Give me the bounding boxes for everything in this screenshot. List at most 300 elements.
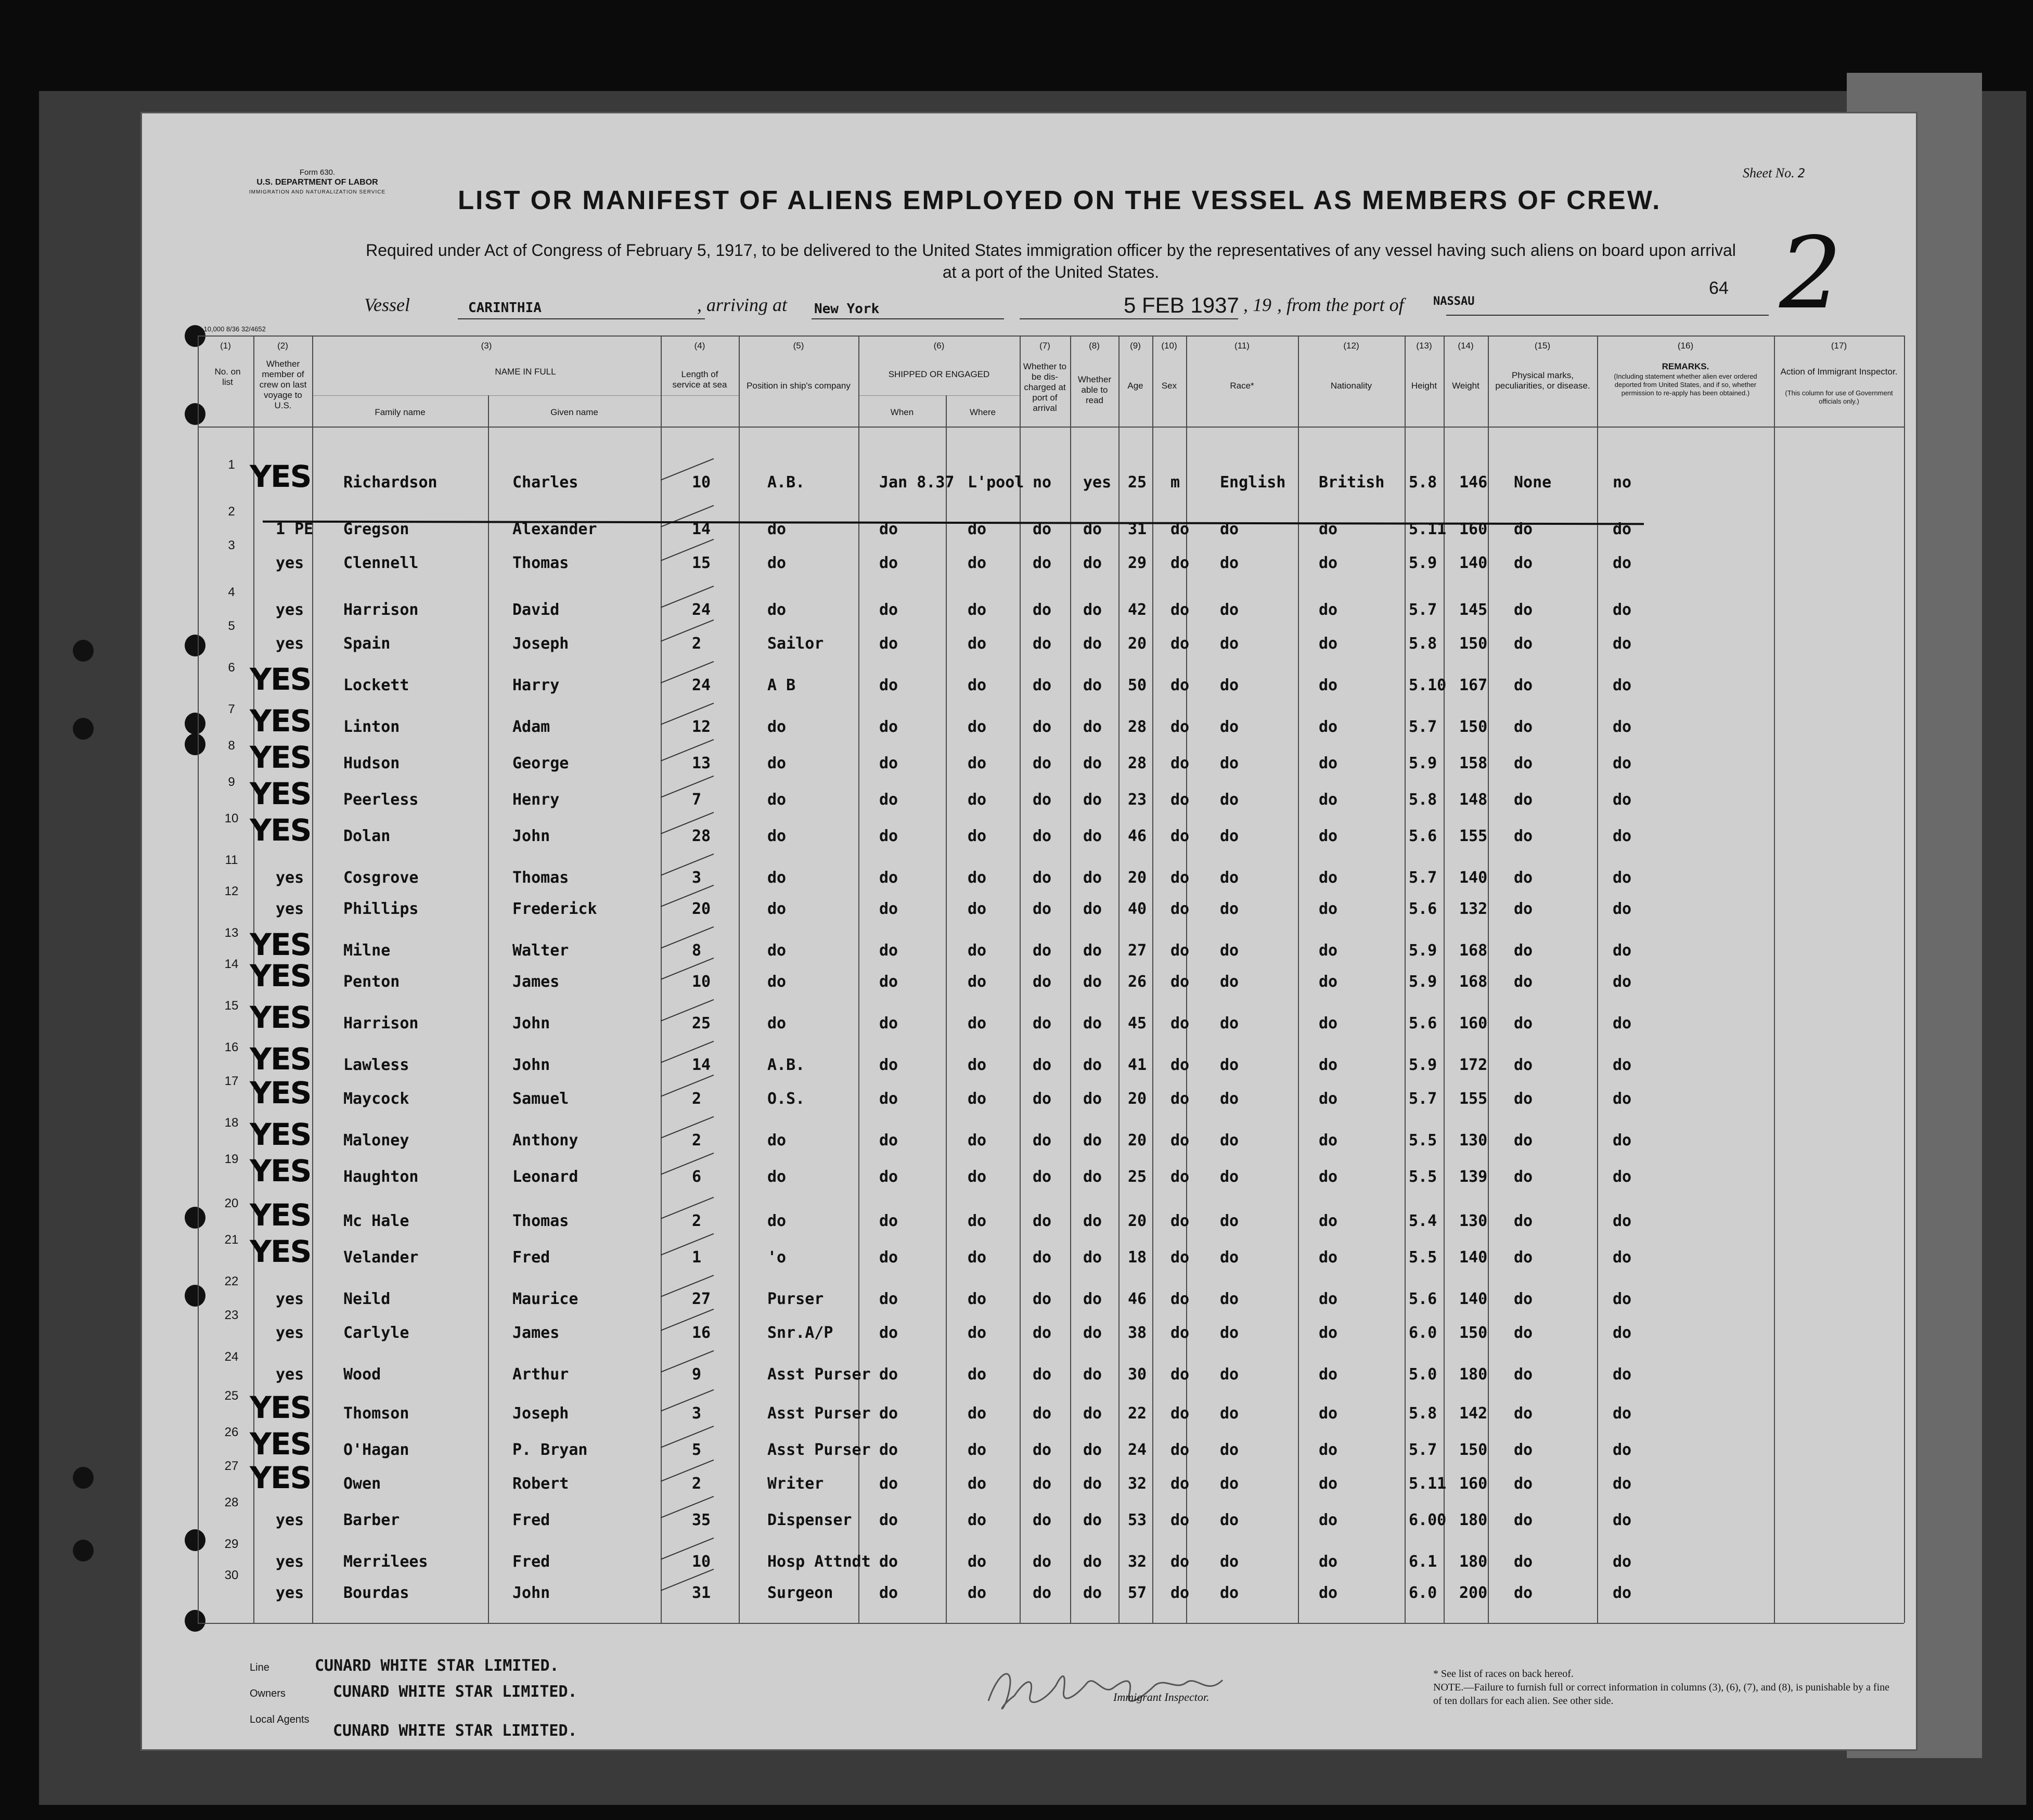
height-cell: 5.9: [1409, 554, 1437, 572]
physical-cell: do: [1514, 1212, 1533, 1230]
weight-cell: 180: [1459, 1553, 1488, 1571]
nationality-cell: do: [1319, 1324, 1338, 1342]
position-cell: do: [767, 754, 787, 772]
row-number: 24: [224, 1350, 239, 1364]
weight-cell: 200: [1459, 1584, 1488, 1602]
remarks-cell: do: [1613, 869, 1632, 887]
height-cell: 5.10: [1409, 676, 1447, 694]
position-cell: Hosp Attndt: [767, 1553, 871, 1571]
header-member-last-voyage: Whether member of crew on last voyage to U.S.: [259, 359, 307, 410]
sex-cell: do: [1170, 754, 1190, 772]
member-last-voyage-cell: YES: [250, 812, 311, 848]
weight-cell: 142: [1459, 1404, 1488, 1423]
shipped-subheader-rule: [858, 395, 1020, 396]
physical-cell: do: [1514, 1290, 1533, 1308]
col-number: (4): [694, 341, 705, 351]
family-cell: Harrison: [343, 1014, 419, 1032]
member-last-voyage-cell: YES: [250, 1000, 311, 1035]
where-cell: do: [968, 754, 987, 772]
family-cell: Neild: [343, 1290, 391, 1308]
height-cell: 5.6: [1409, 900, 1437, 918]
age-cell: 18: [1128, 1248, 1147, 1267]
col-number: (10): [1161, 341, 1177, 351]
punch-hole: [185, 635, 205, 656]
position-cell: Sailor: [767, 635, 824, 653]
given-cell: John: [512, 1056, 550, 1074]
position-cell: do: [767, 1131, 787, 1150]
read-cell: do: [1083, 1511, 1102, 1529]
discharged-cell: do: [1033, 1404, 1052, 1423]
physical-cell: do: [1514, 1014, 1533, 1032]
given-cell: Thomas: [512, 554, 569, 572]
discharged-cell: do: [1033, 1553, 1052, 1571]
race-cell: do: [1220, 1168, 1239, 1186]
header-able-to-read: Whether able to read: [1077, 375, 1112, 405]
position-cell: A.B.: [767, 1056, 805, 1074]
discharged-cell: do: [1033, 754, 1052, 772]
age-cell: 23: [1128, 791, 1147, 809]
discharged-cell: do: [1033, 1441, 1052, 1459]
weight-cell: 140: [1459, 1290, 1488, 1308]
nationality-cell: do: [1319, 973, 1338, 991]
race-cell: do: [1220, 1248, 1239, 1267]
position-cell: Asst Purser: [767, 1404, 871, 1423]
service-cell: 9: [692, 1365, 702, 1384]
weight-cell: 132: [1459, 900, 1488, 918]
row-number: 18: [224, 1116, 239, 1130]
family-cell: Clennell: [343, 554, 419, 572]
where-cell: do: [968, 1090, 987, 1108]
weight-cell: 130: [1459, 1131, 1488, 1150]
read-cell: do: [1083, 1168, 1102, 1186]
row-number: 13: [224, 926, 239, 940]
when-cell: do: [879, 635, 898, 653]
physical-cell: do: [1514, 601, 1533, 619]
race-cell: English: [1220, 473, 1286, 492]
owners-label: Owners: [250, 1688, 286, 1699]
given-cell: Robert: [512, 1475, 569, 1493]
position-cell: do: [767, 1168, 787, 1186]
age-cell: 26: [1128, 973, 1147, 991]
row-number: 9: [228, 775, 235, 789]
height-cell: 5.9: [1409, 973, 1437, 991]
when-cell: do: [879, 973, 898, 991]
position-cell: do: [767, 601, 787, 619]
sex-cell: do: [1170, 973, 1190, 991]
remarks-cell: do: [1613, 1324, 1632, 1342]
row-number: 11: [225, 853, 238, 867]
col-number: (6): [933, 341, 945, 351]
race-cell: do: [1220, 941, 1239, 960]
given-cell: James: [512, 973, 560, 991]
race-cell: do: [1220, 1553, 1239, 1571]
nationality-cell: do: [1319, 900, 1338, 918]
service-cell: 6: [692, 1168, 702, 1186]
header-age: Age: [1127, 381, 1143, 391]
when-cell: do: [879, 827, 898, 845]
punch-hole: [185, 1207, 205, 1229]
remarks-cell: do: [1613, 1404, 1632, 1423]
position-cell: do: [767, 1212, 787, 1230]
sex-cell: do: [1170, 900, 1190, 918]
when-cell: do: [879, 1584, 898, 1602]
weight-cell: 168: [1459, 973, 1488, 991]
age-cell: 41: [1128, 1056, 1147, 1074]
service-cell: 13: [692, 754, 711, 772]
nationality-cell: do: [1319, 1248, 1338, 1267]
physical-cell: do: [1514, 1511, 1533, 1529]
position-cell: do: [767, 827, 787, 845]
when-cell: do: [879, 1475, 898, 1493]
service-cell: 28: [692, 827, 711, 845]
service-cell: 3: [692, 1404, 702, 1423]
weight-cell: 150: [1459, 718, 1488, 736]
position-cell: Dispenser: [767, 1511, 852, 1529]
penalty-note: NOTE.—Failure to furnish full or correct information in columns (3), (6), (7), and (8), is punishable by a fine of ten dollars for each alien. See other side.: [1433, 1682, 1890, 1707]
weight-cell: 180: [1459, 1511, 1488, 1529]
discharged-cell: do: [1033, 1056, 1052, 1074]
discharged-cell: do: [1033, 554, 1052, 572]
when-cell: do: [879, 1290, 898, 1308]
weight-cell: 140: [1459, 554, 1488, 572]
row-number: 30: [224, 1568, 239, 1582]
service-cell: 24: [692, 676, 711, 694]
given-cell: Fred: [512, 1511, 550, 1529]
given-cell: Frederick: [512, 900, 597, 918]
age-cell: 32: [1128, 1475, 1147, 1493]
family-cell: Peerless: [343, 791, 419, 809]
member-last-voyage-cell: yes: [276, 1290, 304, 1308]
col-rule: [1298, 335, 1299, 1623]
height-cell: 5.7: [1409, 718, 1437, 736]
sex-cell: do: [1170, 941, 1190, 960]
header-name-in-full: NAME IN FULL: [495, 367, 556, 377]
family-cell: Phillips: [343, 900, 419, 918]
line-value: CUNARD WHITE STAR LIMITED.: [315, 1657, 559, 1675]
nationality-cell: do: [1319, 791, 1338, 809]
discharged-cell: do: [1033, 1168, 1052, 1186]
physical-cell: do: [1514, 1090, 1533, 1108]
service-cell: 8: [692, 941, 702, 960]
position-cell: Writer: [767, 1475, 824, 1493]
col-number: (15): [1534, 341, 1551, 351]
vessel-label: Vessel: [364, 294, 410, 315]
position-cell: A.B.: [767, 473, 805, 492]
nationality-cell: do: [1319, 754, 1338, 772]
where-cell: do: [968, 676, 987, 694]
remarks-cell: do: [1613, 1131, 1632, 1150]
remarks-cell: do: [1613, 941, 1632, 960]
punch-hole: [185, 733, 205, 755]
race-cell: do: [1220, 1511, 1239, 1529]
when-cell: do: [879, 1131, 898, 1150]
member-last-voyage-cell: yes: [276, 1511, 304, 1529]
sex-cell: do: [1170, 1511, 1190, 1529]
row-number: 10: [224, 811, 239, 825]
family-cell: Milne: [343, 941, 391, 960]
page-title: LIST OR MANIFEST OF ALIENS EMPLOYED ON THE VESSEL AS MEMBERS OF CREW.: [458, 185, 1662, 215]
given-cell: Alexander: [512, 520, 597, 538]
row-number: 17: [224, 1074, 239, 1088]
name-subheader-rule: [312, 395, 739, 396]
nationality-cell: do: [1319, 718, 1338, 736]
given-cell: George: [512, 754, 569, 772]
weight-cell: 130: [1459, 1212, 1488, 1230]
age-cell: 20: [1128, 1212, 1147, 1230]
given-cell: Joseph: [512, 635, 569, 653]
physical-cell: do: [1514, 1441, 1533, 1459]
row-number: 5: [228, 619, 235, 633]
where-cell: do: [968, 520, 987, 538]
family-cell: Bourdas: [343, 1584, 409, 1602]
sex-cell: do: [1170, 1441, 1190, 1459]
given-cell: Joseph: [512, 1404, 569, 1423]
read-cell: do: [1083, 869, 1102, 887]
punch-hole: [73, 1467, 94, 1489]
weight-cell: 150: [1459, 1441, 1488, 1459]
race-cell: do: [1220, 900, 1239, 918]
physical-cell: do: [1514, 973, 1533, 991]
read-cell: do: [1083, 676, 1102, 694]
position-cell: 'o: [767, 1248, 787, 1267]
physical-cell: do: [1514, 791, 1533, 809]
family-cell: Richardson: [343, 473, 438, 492]
service-cell: 14: [692, 520, 711, 538]
col-rule: [1405, 335, 1406, 1623]
remarks-cell: do: [1613, 635, 1632, 653]
race-cell: do: [1220, 520, 1239, 538]
discharged-cell: do: [1033, 941, 1052, 960]
family-cell: Barber: [343, 1511, 400, 1529]
age-cell: 50: [1128, 676, 1147, 694]
where-cell: do: [968, 1056, 987, 1074]
header-shipped: SHIPPED OR ENGAGED: [888, 369, 990, 379]
header-action: Action of Immigrant Inspector.: [1780, 367, 1898, 377]
read-cell: do: [1083, 1475, 1102, 1493]
family-cell: Dolan: [343, 827, 391, 845]
sheet-number-label: Sheet No.: [1743, 165, 1795, 180]
read-cell: do: [1083, 1248, 1102, 1267]
where-cell: do: [968, 1014, 987, 1032]
where-cell: do: [968, 1168, 987, 1186]
family-cell: O'Hagan: [343, 1441, 409, 1459]
read-cell: do: [1083, 1324, 1102, 1342]
sex-cell: do: [1170, 1014, 1190, 1032]
race-cell: do: [1220, 1365, 1239, 1384]
age-cell: 20: [1128, 1131, 1147, 1150]
nationality-cell: do: [1319, 1584, 1338, 1602]
family-cell: Spain: [343, 635, 391, 653]
physical-cell: do: [1514, 1584, 1533, 1602]
position-cell: Asst Purser: [767, 1441, 871, 1459]
race-cell: do: [1220, 791, 1239, 809]
row-number: 16: [224, 1040, 239, 1054]
family-cell: Thomson: [343, 1404, 409, 1423]
physical-cell: do: [1514, 1553, 1533, 1571]
given-cell: John: [512, 1014, 550, 1032]
given-cell: Arthur: [512, 1365, 569, 1384]
arriving-label: , arriving at: [697, 294, 788, 315]
weight-cell: 180: [1459, 1365, 1488, 1384]
height-cell: 5.7: [1409, 1090, 1437, 1108]
given-cell: Thomas: [512, 869, 569, 887]
col-number: (17): [1831, 341, 1847, 351]
position-cell: do: [767, 1014, 787, 1032]
physical-cell: do: [1514, 1131, 1533, 1150]
member-last-voyage-cell: YES: [250, 1153, 311, 1189]
race-cell: do: [1220, 1475, 1239, 1493]
service-cell: 2: [692, 1090, 702, 1108]
weight-cell: 145: [1459, 601, 1488, 619]
vessel-underline: [458, 318, 705, 319]
position-cell: do: [767, 941, 787, 960]
sex-cell: do: [1170, 1553, 1190, 1571]
discharged-cell: do: [1033, 676, 1052, 694]
weight-cell: 160: [1459, 1475, 1488, 1493]
physical-cell: do: [1514, 676, 1533, 694]
service-cell: 14: [692, 1056, 711, 1074]
physical-cell: do: [1514, 718, 1533, 736]
age-cell: 46: [1128, 1290, 1147, 1308]
height-cell: 5.7: [1409, 869, 1437, 887]
where-cell: do: [968, 791, 987, 809]
given-cell: Anthony: [512, 1131, 578, 1150]
height-cell: 5.8: [1409, 791, 1437, 809]
read-cell: do: [1083, 900, 1102, 918]
member-last-voyage-cell: yes: [276, 900, 304, 918]
age-cell: 28: [1128, 718, 1147, 736]
discharged-cell: do: [1033, 1584, 1052, 1602]
where-cell: do: [968, 1584, 987, 1602]
punch-hole: [185, 713, 205, 734]
nationality-cell: do: [1319, 1014, 1338, 1032]
age-cell: 24: [1128, 1441, 1147, 1459]
race-cell: do: [1220, 1290, 1239, 1308]
punch-hole: [185, 1610, 205, 1632]
discharged-cell: do: [1033, 973, 1052, 991]
row-number: 12: [224, 884, 239, 898]
remarks-cell: do: [1613, 1511, 1632, 1529]
physical-cell: do: [1514, 635, 1533, 653]
member-last-voyage-cell: yes: [276, 554, 304, 572]
service-cell: 10: [692, 973, 711, 991]
age-cell: 20: [1128, 869, 1147, 887]
weight-cell: 146: [1459, 473, 1488, 492]
nationality-cell: British: [1319, 473, 1385, 492]
family-cell: Hudson: [343, 754, 400, 772]
col-number: (12): [1343, 341, 1359, 351]
family-cell: Gregson: [343, 520, 409, 538]
when-cell: do: [879, 754, 898, 772]
position-cell: Surgeon: [767, 1584, 833, 1602]
member-last-voyage-cell: YES: [250, 1426, 311, 1462]
when-cell: do: [879, 1168, 898, 1186]
physical-cell: do: [1514, 1324, 1533, 1342]
height-cell: 5.6: [1409, 1290, 1437, 1308]
nationality-cell: do: [1319, 1553, 1338, 1571]
date-underline: [1020, 318, 1238, 319]
weight-cell: 155: [1459, 1090, 1488, 1108]
given-cell: Charles: [512, 473, 578, 492]
nationality-cell: do: [1319, 1168, 1338, 1186]
service-cell: 7: [692, 791, 702, 809]
when-cell: do: [879, 1212, 898, 1230]
read-cell: do: [1083, 635, 1102, 653]
read-cell: do: [1083, 554, 1102, 572]
col-rule: [946, 395, 947, 1623]
when-cell: do: [879, 1248, 898, 1267]
race-cell: do: [1220, 869, 1239, 887]
remarks-cell: do: [1613, 554, 1632, 572]
age-cell: 40: [1128, 900, 1147, 918]
col-rule: [739, 335, 740, 1623]
row-number: 19: [224, 1152, 239, 1166]
remarks-cell: do: [1613, 754, 1632, 772]
row-number: 4: [228, 585, 235, 599]
sex-cell: do: [1170, 1324, 1190, 1342]
discharged-cell: do: [1033, 1475, 1052, 1493]
member-last-voyage-cell: YES: [250, 740, 311, 775]
from-label: , from the port of: [1277, 294, 1404, 315]
physical-cell: do: [1514, 941, 1533, 960]
sex-cell: do: [1170, 520, 1190, 538]
nationality-cell: do: [1319, 1212, 1338, 1230]
member-last-voyage-cell: YES: [250, 662, 311, 697]
col-number: (8): [1089, 341, 1100, 351]
read-cell: do: [1083, 1584, 1102, 1602]
punch-hole: [185, 1285, 205, 1307]
when-cell: do: [879, 1553, 898, 1571]
race-cell: do: [1220, 827, 1239, 845]
remarks-cell: do: [1613, 1212, 1632, 1230]
when-cell: do: [879, 1090, 898, 1108]
col-number: (7): [1039, 341, 1050, 351]
nationality-cell: do: [1319, 1404, 1338, 1423]
table-top-rule: [198, 335, 1904, 337]
member-last-voyage-cell: YES: [250, 776, 311, 811]
sex-cell: do: [1170, 1365, 1190, 1384]
col-rule: [198, 335, 199, 1623]
nationality-cell: do: [1319, 827, 1338, 845]
nationality-cell: do: [1319, 1475, 1338, 1493]
row-number: 28: [224, 1495, 239, 1509]
read-cell: do: [1083, 601, 1102, 619]
remarks-cell: do: [1613, 1056, 1632, 1074]
remarks-cell: do: [1613, 973, 1632, 991]
inspector-signature: [978, 1659, 1249, 1716]
col-number: (11): [1234, 341, 1250, 351]
sex-cell: do: [1170, 1056, 1190, 1074]
sex-cell: do: [1170, 1168, 1190, 1186]
nationality-cell: do: [1319, 869, 1338, 887]
position-cell: do: [767, 791, 787, 809]
nationality-cell: do: [1319, 635, 1338, 653]
remarks-cell: do: [1613, 1441, 1632, 1459]
race-cell: do: [1220, 754, 1239, 772]
row-number: 2: [228, 505, 235, 519]
when-cell: do: [879, 869, 898, 887]
manifest-sheet: [140, 112, 1918, 1751]
form-identifier: [229, 167, 406, 197]
discharged-cell: do: [1033, 718, 1052, 736]
col-rule: [488, 395, 489, 1623]
inspector-caption: Immigrant Inspector.: [1113, 1690, 1209, 1703]
given-cell: Adam: [512, 718, 550, 736]
height-cell: 5.5: [1409, 1131, 1437, 1150]
when-cell: do: [879, 791, 898, 809]
col-number: (13): [1416, 341, 1432, 351]
age-cell: 46: [1128, 827, 1147, 845]
